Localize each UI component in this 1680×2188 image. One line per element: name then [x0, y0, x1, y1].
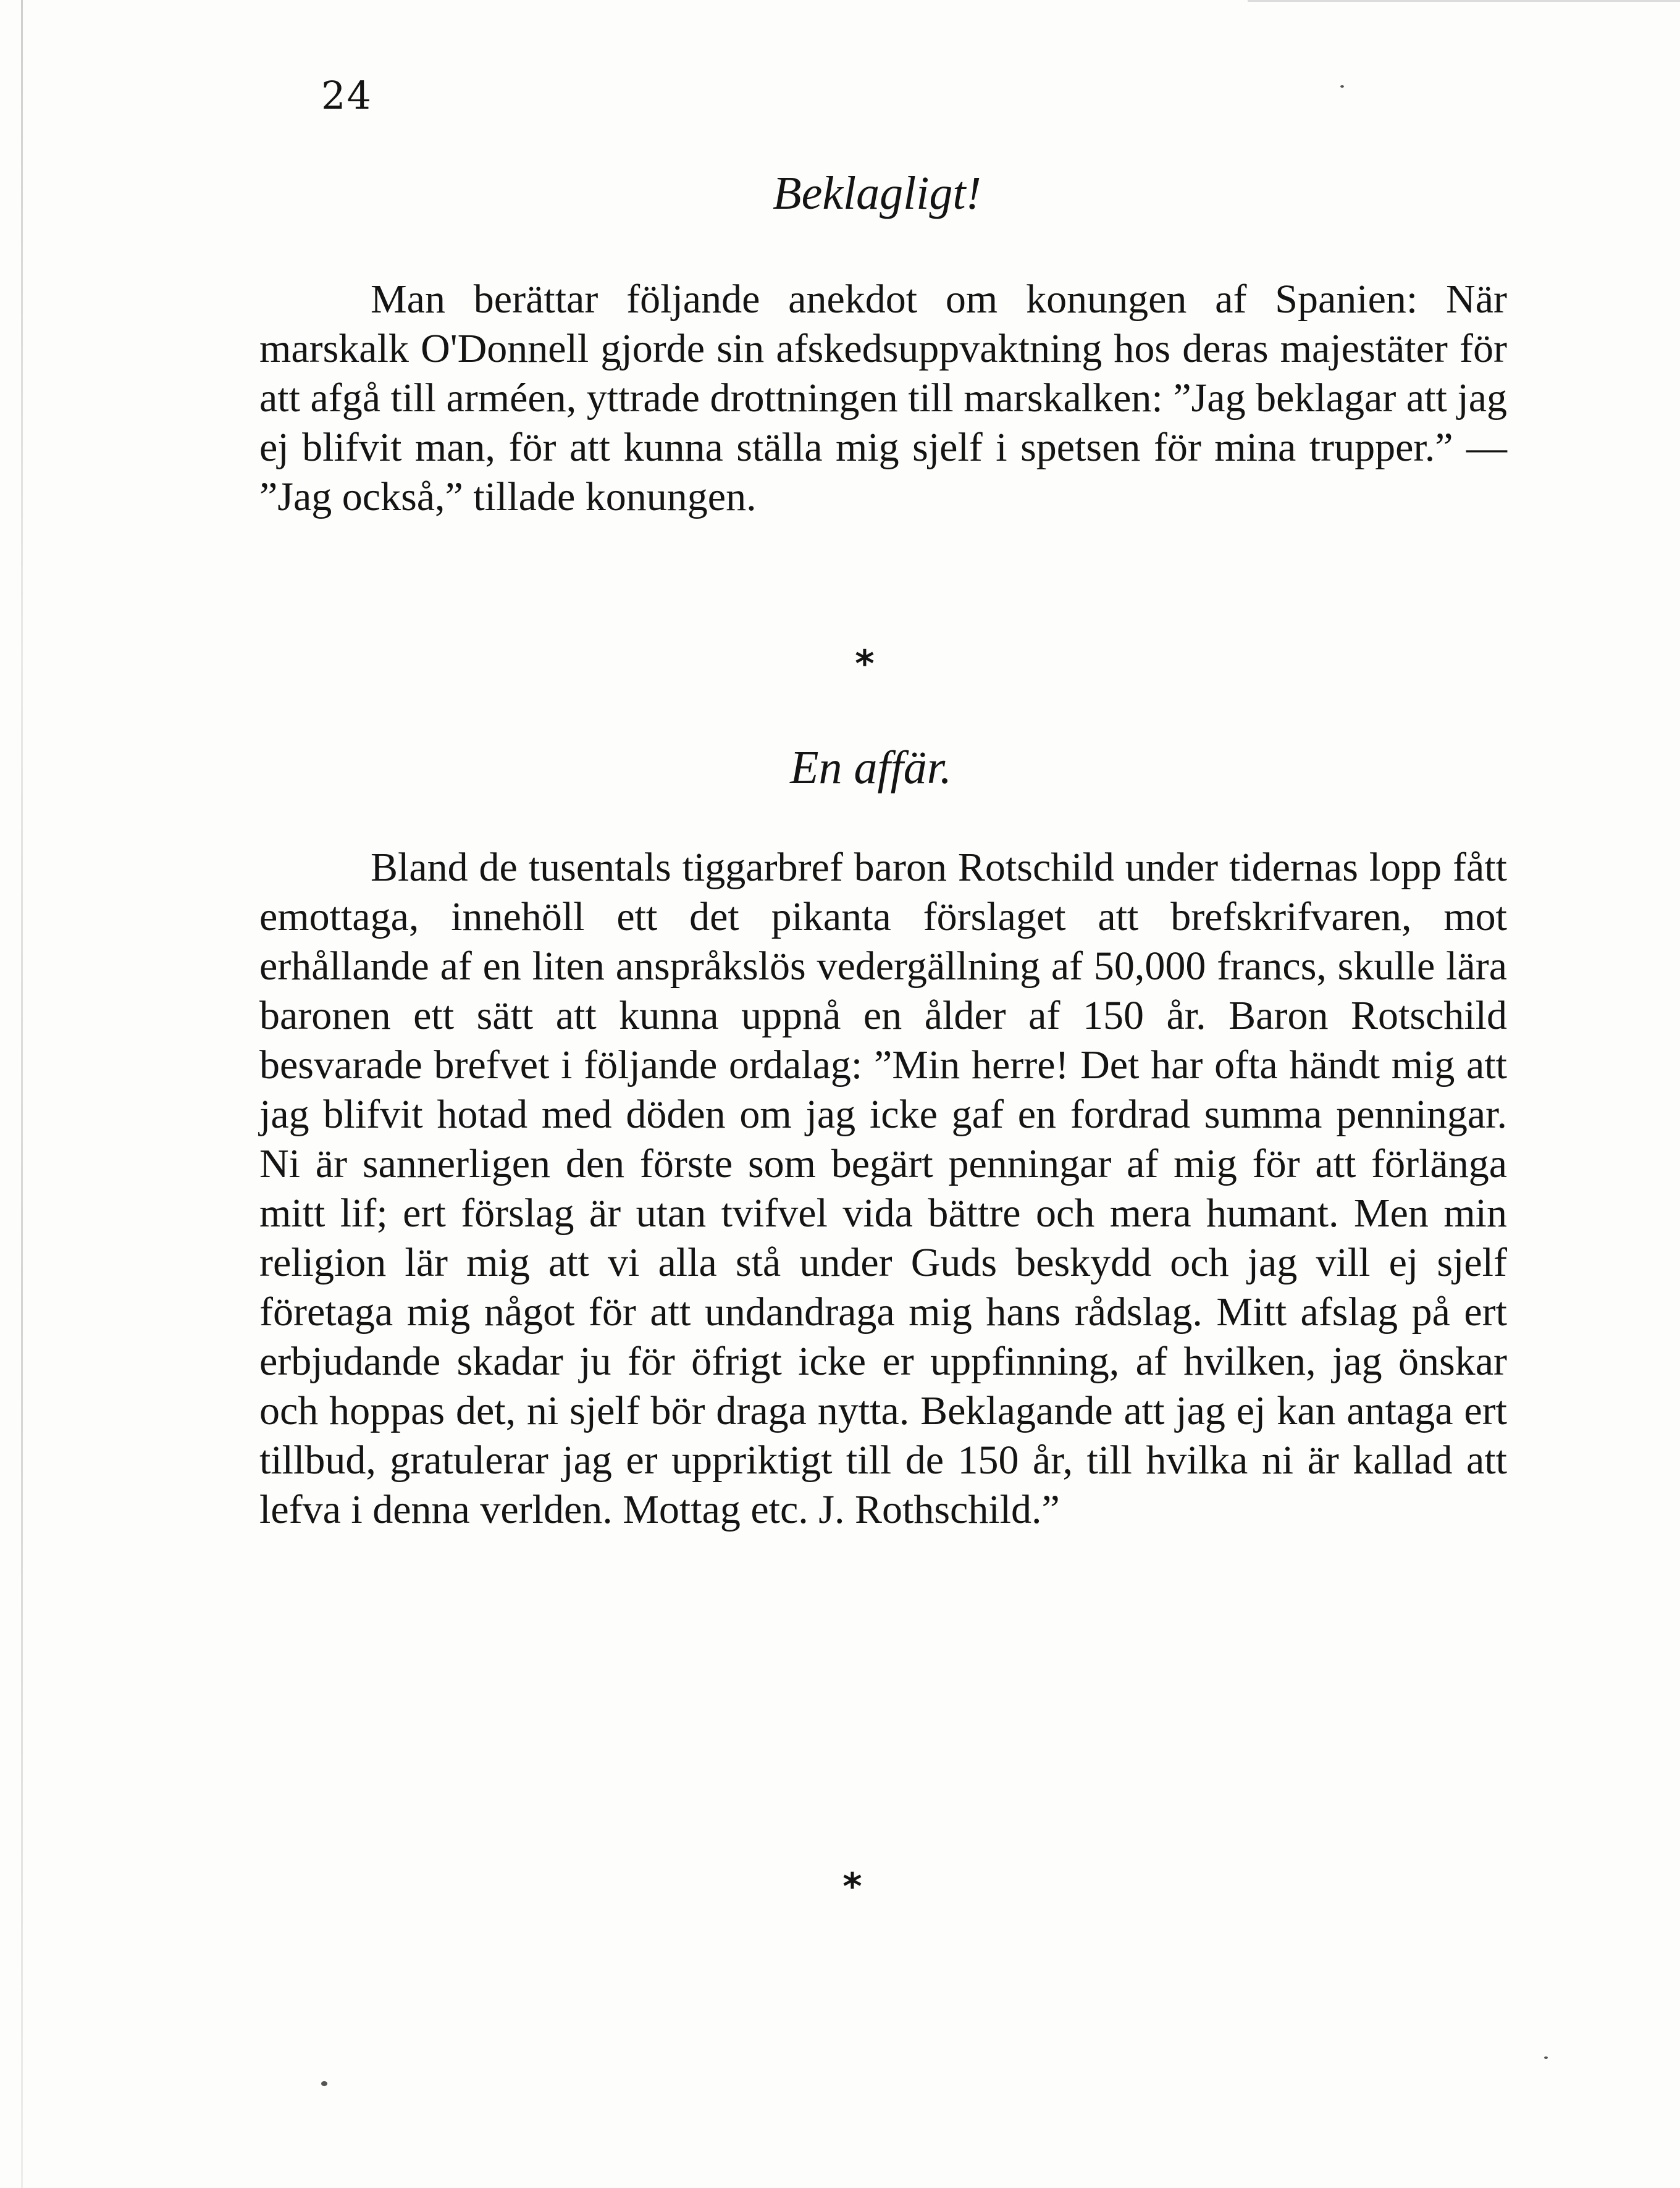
scan-speck [1544, 2056, 1548, 2059]
section-body-beklagligt: Man berättar följande anekdot om konungen af Spanien: När marskalk O'Donnell gjorde sin afskedsuppvaktning hos deras majestäter för att afgå till arméen, yttrade drottningen till marskalken: ”Jag beklagar att jag ej blifvit man, för att kunna ställa mig sjelf i spetsen för mina trupper.” — ”Jag också,” tillade konungen. [259, 277, 1507, 519]
section-separator: * [855, 642, 875, 685]
page-number: 24 [321, 73, 372, 118]
scan-edge-top [1248, 0, 1680, 2]
section-heading-beklagligt: Beklagligt! [773, 167, 981, 219]
scan-speck [321, 2081, 327, 2086]
scan-speck [1340, 85, 1344, 88]
end-separator: * [842, 1865, 862, 1908]
section-heading-en-affar: En affär. [790, 742, 952, 794]
scan-edge-left [21, 0, 23, 2188]
section-body-en-affar: Bland de tusentals tiggarbref baron Rotschild under tidernas lopp fått emottaga, innehöll ett det pikanta förslaget att brefskrifvaren, mot erhållande af en liten anspråkslös vedergällning af 50,000 francs, skulle lära baronen ett sätt att kunna uppnå en ålder af 150 år. Baron Rotschild besvarade brefvet i följande ordalag: ”Min herre! Det har ofta händt mig att jag blifvit hotad med döden om jag icke gaf en fordrad summa penningar. Ni är sannerligen den förste som begärt penningar af mig för att förlänga mitt lif; ert förslag är utan tvifvel vida bättre och mera humant. Men min religion lär mig att vi alla stå under Guds beskydd och jag vill ej sjelf företaga mig något för att undandraga mig hans rådslag. Mitt afslag på ert erbjudande skadar ju för öfrigt icke er uppfinning, af hvilken, jag önskar och hoppas det, ni sjelf bör draga nytta. Beklagande att jag ej kan antaga ert tillbud, gratulerar jag er uppriktigt till de 150 år, till hvilka ni är kallad att lefva i denna verlden. Mottag etc. J. Rothschild.” [259, 845, 1507, 1532]
